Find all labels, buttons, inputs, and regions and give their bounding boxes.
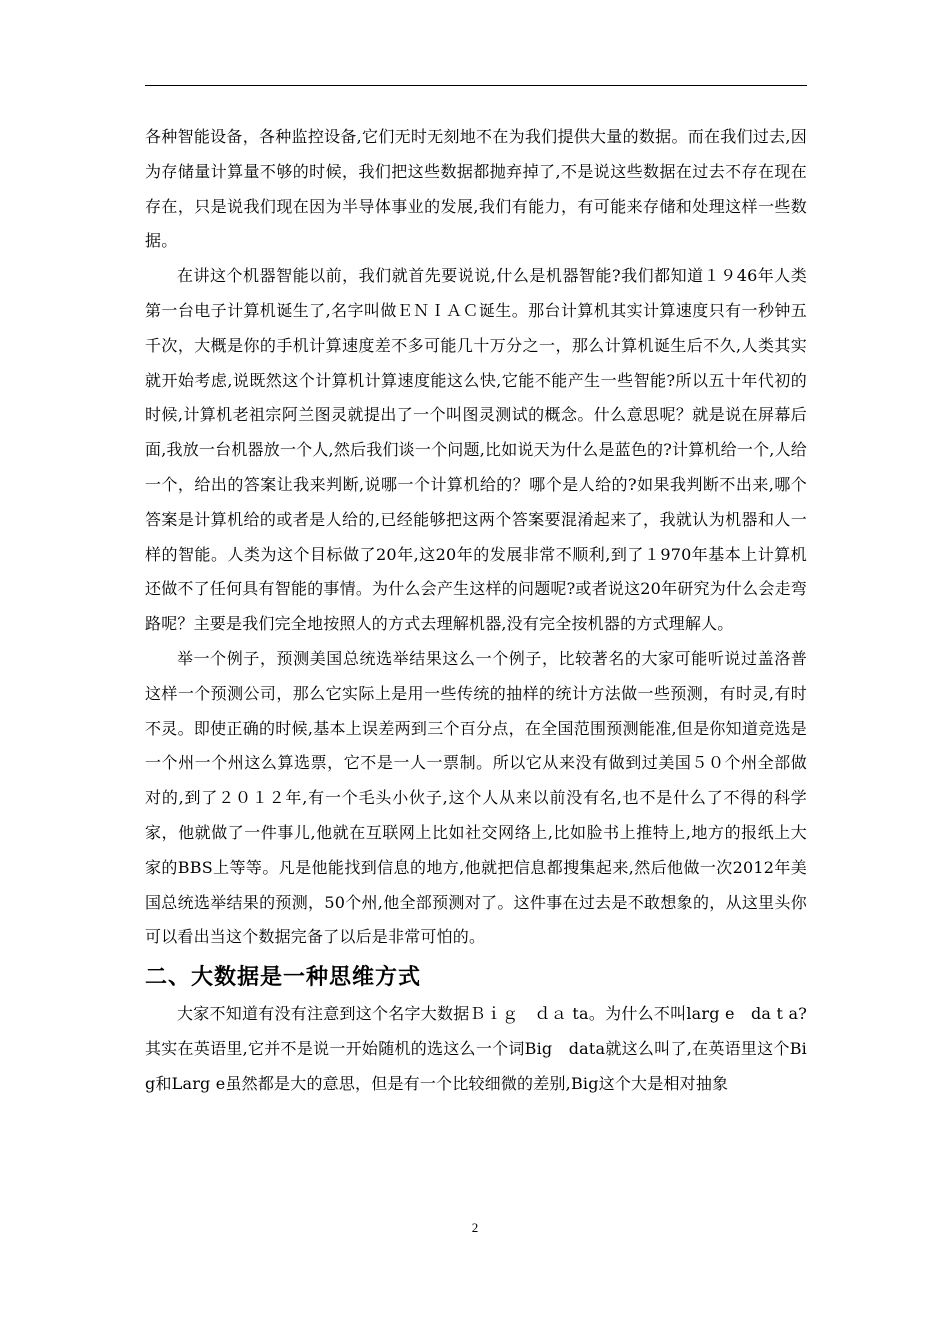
paragraph-3: 举一个例子，预测美国总统选举结果这么一个例子，比较著名的大家可能听说过盖洛普这样一个预测公司，那么它实际上是用一些传统的抽样的统计方法做一些预测，有时灵,有时不灵。即使正确的时候,基本上误差两到三个百分点，在全国范围预测能准,但是你知道竞选是一个州一个州这么算选票，它不是一人一票制。所以它从来没有做到过美国５０个州全部做对的,到了２０１２年,有一个毛头小伙子,这个人从来以前没有名,也不是什么了不得的科学家，他就做了一件事儿,他就在互联网上比如社交网络上,比如脸书上推特上,地方的报纸上大家的BBS上等等。凡是他能找到信息的地方,他就把信息都搜集起来,然后他做一次2012年美国总统选举结果的预测，50个州,他全部预测对了。这件事在过去是不敢想象的，从这里头你可以看出当这个数据完备了以后是非常可怕的。	[145, 648, 807, 947]
section-heading: 二、大数据是一种思维方式	[145, 965, 422, 991]
header-rule	[145, 85, 807, 86]
paragraph-4: 大家不知道有没有注意到这个名字大数据Ｂｉｇ ｄａ ta。为什么不叫larg e da t a?其实在英语里,它并不是说一开始随机的选这么一个词Big data就这么叫了,在英语里这个Big和Larg e虽然都是大的意思，但是有一个比较细微的差别,Big这个大是相对抽象	[145, 1004, 807, 1093]
page-number: 2	[471, 1220, 479, 1235]
document-body	[145, 120, 807, 1102]
paragraph-1: 各种智能设备，各种监控设备,它们无时无刻地不在为我们提供大量的数据。而在我们过去,因为存储量计算量不够的时候，我们把这些数据都抛弃掉了,不是说这些数据在过去不存在现在存在，只是说我们现在因为半导体事业的发展,我们有能力，有可能来存储和处理这样一些数据。	[145, 127, 807, 251]
paragraph-2: 在讲这个机器智能以前，我们就首先要说说,什么是机器智能?我们都知道１９46年人类第一台电子计算机诞生了,名字叫做ＥＮＩＡＣ诞生。那台计算机其实计算速度只有一秒钟五千次，大概是你的手机计算速度差不多可能几十万分之一，那么计算机诞生后不久,人类其实就开始考虑,说既然这个计算机计算速度能这么快,它能不能产生一些智能?所以五十年代初的时候,计算机老祖宗阿兰图灵就提出了一个叫图灵测试的概念。什么意思呢？就是说在屏幕后面,我放一台机器放一个人,然后我们谈一个问题,比如说天为什么是蓝色的?计算机给一个,人给一个，给出的答案让我来判断,说哪一个计算机给的？哪个是人给的?如果我判断不出来,哪个答案是计算机给的或者是人给的,已经能够把这两个答案要混淆起来了，我就认为机器和人一样的智能。人类为这个目标做了20年,这20年的发展非常不顺利,到了１970年基本上计算机还做不了任何具有智能的事情。为什么会产生这样的问题呢?或者说这20年研究为什么会走弯路呢？主要是我们完全地按照人的方式去理解机器,没有完全按机器的方式理解人。	[145, 266, 807, 634]
